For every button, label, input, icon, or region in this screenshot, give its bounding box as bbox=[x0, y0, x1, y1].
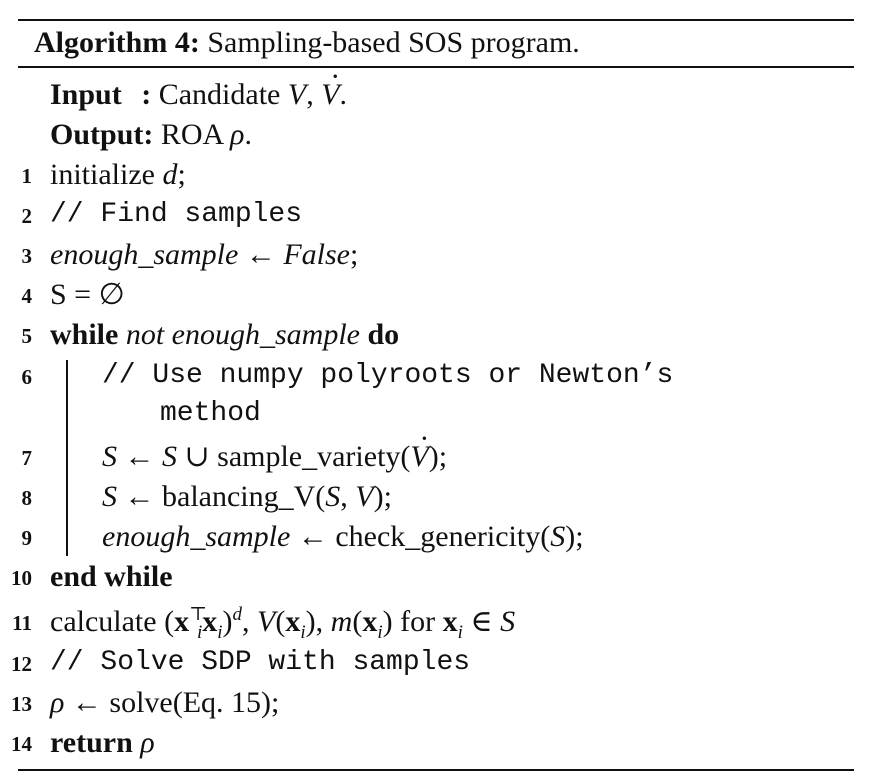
line-number: 9 bbox=[21, 526, 32, 550]
line-number: 6 bbox=[21, 365, 32, 389]
line-number: 12 bbox=[11, 652, 32, 676]
algo-line-6 bbox=[0, 356, 874, 396]
output-line: Output: ROA ρ. bbox=[50, 118, 252, 151]
algo-line-7: 7 S ← S ∪ sample_variety(· V); bbox=[0, 437, 874, 477]
line-number: 8 bbox=[21, 486, 32, 510]
algo-line-3: 3 enough_sample ← False; bbox=[0, 235, 874, 275]
header-rule bbox=[18, 66, 854, 68]
algorithm-label: Algorithm 4: bbox=[34, 26, 200, 59]
algo-line-9: 9 enough_sample ← check_genericity(S); bbox=[0, 517, 874, 557]
algo-line-12 bbox=[0, 643, 874, 683]
algo-line-6-cont bbox=[0, 394, 874, 434]
algorithm-title bbox=[34, 24, 580, 62]
line-number: 3 bbox=[21, 244, 32, 268]
algo-line-5: 5 while not enough_sample do bbox=[0, 315, 874, 355]
algo-line-4: 4 S = ∅ bbox=[0, 275, 874, 315]
output-text: ROA bbox=[160, 118, 223, 151]
line-number: 5 bbox=[21, 324, 32, 348]
line-number: 4 bbox=[21, 284, 32, 308]
input-separator: : bbox=[141, 78, 152, 111]
algo-line-10: 10 end while bbox=[0, 557, 874, 597]
algo-line-11: 11 calculate $(x^⊤_ix_i)^d$, $V(x_i)$, $m(x_i)$ for $x_i$ ∈ S bbox=[12, 604, 516, 643]
input-label: Input bbox=[50, 78, 122, 111]
algorithm-name: Sampling-based SOS program. bbox=[207, 26, 580, 59]
line-number: 2 bbox=[21, 204, 32, 228]
line-number: 14 bbox=[11, 732, 32, 756]
line-number: 11 bbox=[12, 611, 32, 635]
top-rule bbox=[18, 19, 854, 21]
input-line: Input : Candidate V, · V. bbox=[0, 75, 874, 115]
line-number: 1 bbox=[21, 164, 32, 188]
comment: // Use numpy polyroots or Newton’s bbox=[102, 360, 674, 391]
line-number: 13 bbox=[11, 692, 32, 716]
bottom-rule bbox=[18, 769, 854, 771]
algo-line-14: 14 return ρ bbox=[0, 723, 874, 763]
algo-line-2 bbox=[0, 195, 874, 235]
input-text: Candidate bbox=[158, 78, 281, 111]
comment: // Solve SDP with samples bbox=[50, 647, 471, 678]
comment: // Find samples bbox=[50, 199, 303, 230]
algo-line-13: 13 ρ ← solve(Eq. 15); bbox=[0, 683, 874, 723]
line-number: 10 bbox=[11, 566, 32, 590]
line-number: 7 bbox=[21, 446, 32, 470]
algo-line-8: 8 S ← balancing_V(S, V); bbox=[0, 477, 874, 517]
algo-line-1: 1 initialize d; bbox=[0, 155, 874, 195]
output-label: Output: bbox=[50, 118, 154, 151]
comment-continued: method bbox=[160, 398, 261, 429]
